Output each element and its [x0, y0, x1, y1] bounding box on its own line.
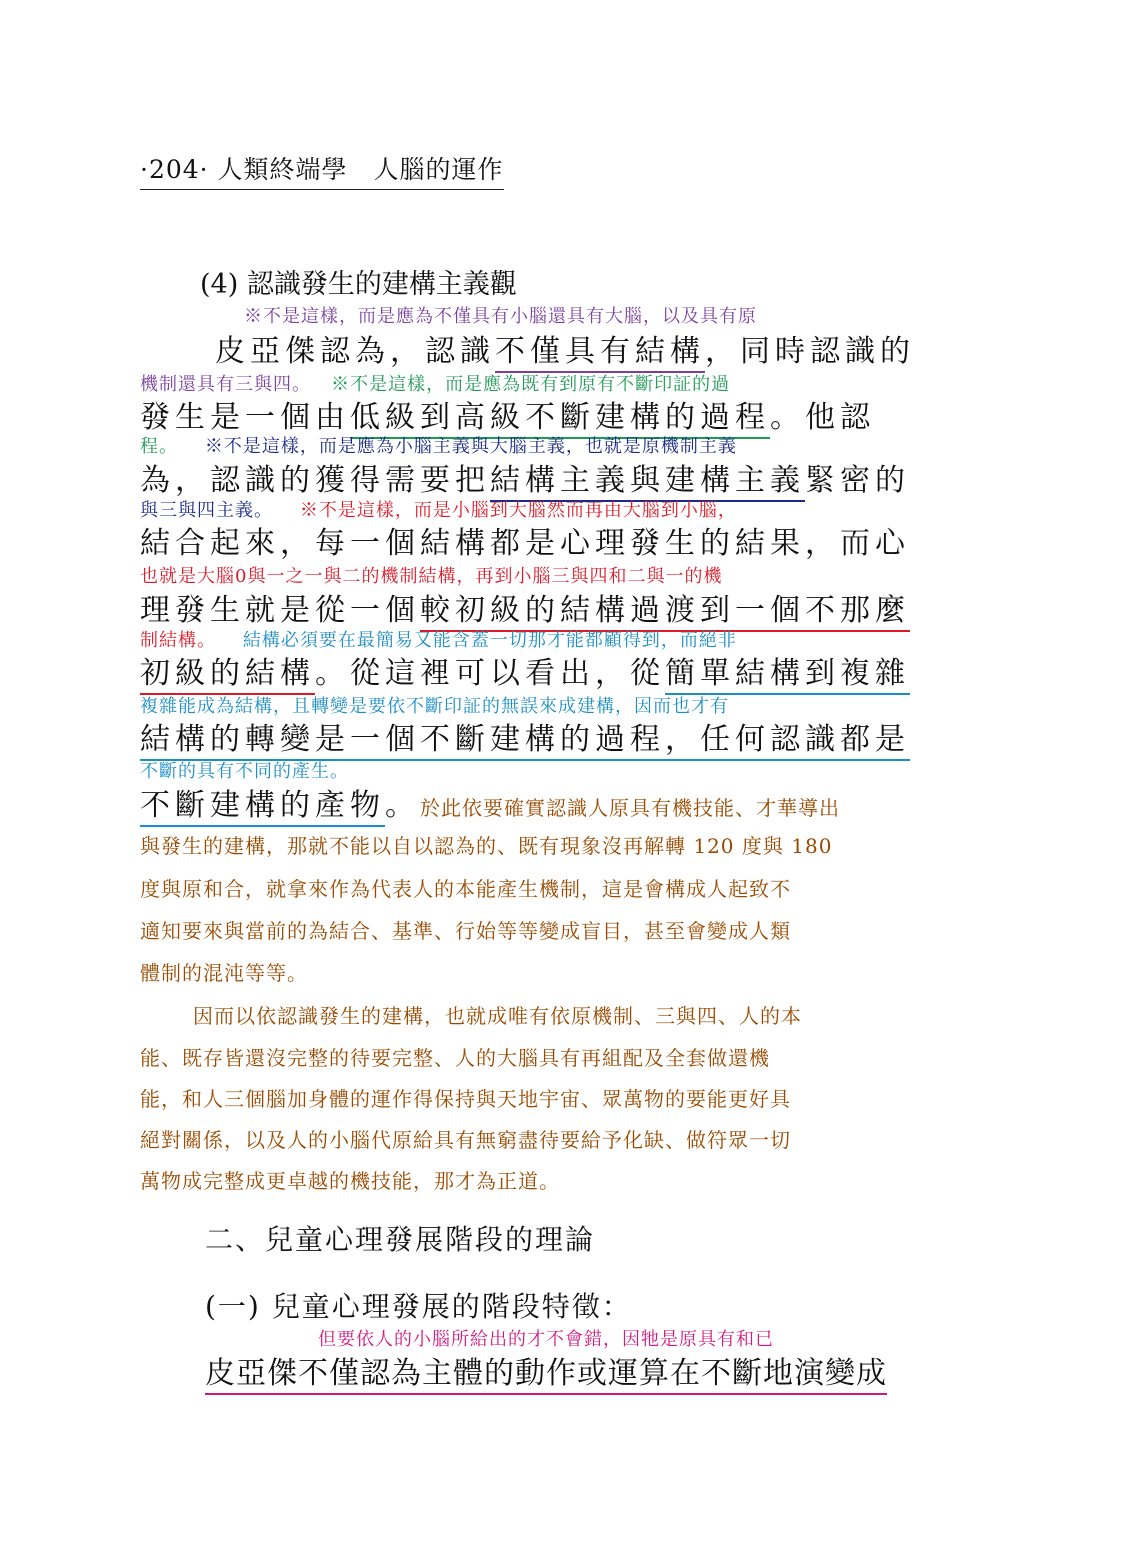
orange-para2-line-4: 絕對關係，以及人的小腦代原給具有無窮盡待要給予化缺、做符眾一切 [140, 1128, 791, 1152]
annotation-note-7: 複雜能成為結構，且轉變是要依不斷印証的無誤來成建構，因而也才有 [140, 696, 729, 717]
main-line-5: 理發生就是從一個較初級的結構過渡到一個不那麼 [140, 585, 910, 629]
subheading-4: (4) 認識發生的建構主義觀 [200, 269, 517, 300]
main-line-2: 發生是一個由低級到高級不斷建構的過程。他認 [140, 392, 875, 436]
annotation-note-1: ※不是這樣，而是應為不僅具有小腦還具有大腦，以及具有原 [244, 306, 757, 327]
main-last-line: 皮亞傑不僅認為主體的動作或運算在不斷地演變成 [205, 1348, 887, 1392]
main-line-3: 為，認識的獲得需要把結構主義與建構主義緊密的 [140, 455, 910, 499]
orange-line-1: 於此依要確實認識人原具有機技能、才華導出 [420, 796, 840, 820]
orange-para2-line-2: 能、既存皆還沒完整的待要完整、人的大腦具有再組配及全套做還機 [140, 1046, 770, 1070]
main-line-6: 初級的結構。從這裡可以看出，從簡單結構到複雜 [140, 648, 910, 692]
annotation-note-2: 機制還具有三與四。 ※不是這樣，而是應為既有到原有不斷印証的過 [140, 374, 731, 395]
orange-line-5: 體制的混沌等等。 [140, 961, 308, 985]
orange-line-3: 度與原和合，就拿來作為代表人的本能產生機制，這是會構成人起致不 [140, 877, 791, 901]
annotation-note-6: 制結構。 結構必須要在最簡易又能含蓋一切那才能都顧得到，而絕非 [140, 630, 737, 651]
subsection-title: (一) 兒童心理發展的階段特徵： [205, 1290, 632, 1323]
orange-para2-line-3: 能，和人三個腦加身體的運作得保持與天地宇宙、眾萬物的要能更好具 [140, 1087, 791, 1111]
annotation-note-8: 不斷的具有不同的產生。 [140, 761, 349, 782]
page-header: ·204· 人類終端學 人腦的運作 [140, 150, 504, 190]
annotation-note-4: 與三與四主義。 ※不是這樣，而是小腦到大腦然而再由大腦到小腦， [140, 500, 737, 521]
main-line-7: 結構的轉變是一個不斷建構的過程，任何認識都是 [140, 714, 910, 758]
orange-para2-line-1: 因而以依認識發生的建構，也就成唯有依原機制、三與四、人的本 [193, 1004, 802, 1028]
section-title: 二、兒童心理發展階段的理論 [205, 1223, 596, 1256]
annotation-note-3: 程。 ※不是這樣，而是應為小腦主義與大腦主義，也就是原機制主義 [140, 436, 737, 457]
annotation-note-5: 也就是大腦0與一之一與二的機制結構，再到小腦三與四和二與一的機 [140, 566, 723, 587]
main-line-8: 不斷建構的產物。於此依要確實認識人原具有機技能、才華導出 [140, 780, 840, 824]
orange-para2-line-5: 萬物成完整成更卓越的機技能，那才為正道。 [140, 1169, 560, 1193]
annotation-note-9: 但要依人的小腦所給出的才不會錯，因牠是原具有和已 [318, 1329, 774, 1350]
main-line-4: 結合起來，每一個結構都是心理發生的結果，而心 [140, 526, 910, 561]
orange-line-2: 與發生的建構，那就不能以自以認為的、既有現象沒再解轉 120 度與 180 [140, 834, 833, 858]
main-line-1: 皮亞傑認為，認識不僅具有結構，同時認識的 [215, 326, 915, 370]
orange-line-4: 適知要來與當前的為結合、基準、行始等等變成盲目，甚至會變成人類 [140, 919, 791, 943]
